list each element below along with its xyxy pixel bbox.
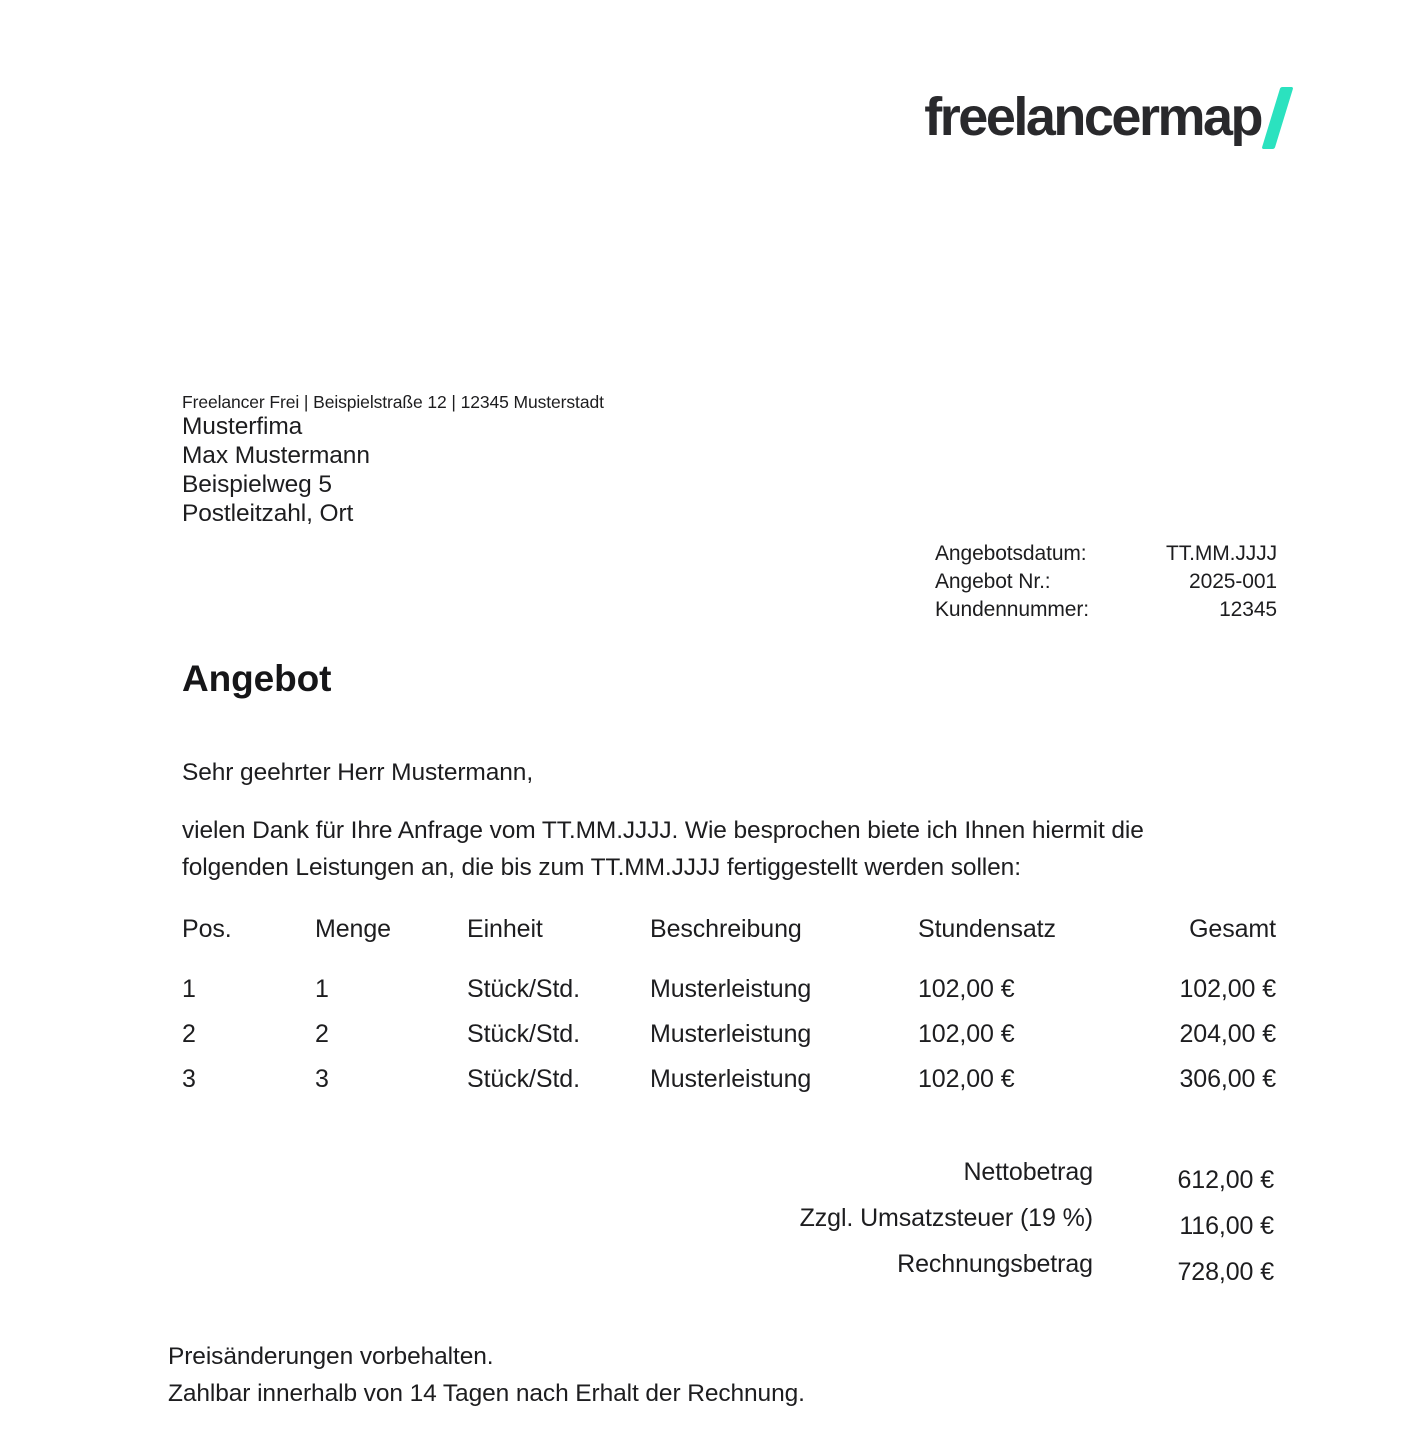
page-title: Angebot [182, 658, 332, 699]
cell-gesamt: 204,00 € [1179, 1020, 1276, 1048]
intro-paragraph [182, 813, 1144, 886]
intro-line-2: folgenden Leistungen an, die bis zum TT.MM.JJJJ fertiggestellt werden sollen: [182, 853, 1021, 881]
header-stundensatz: Stundensatz [918, 915, 1056, 943]
cell-einheit: Stück/Std. [467, 1020, 580, 1048]
invoice-amount-value: 728,00 € [1177, 1258, 1274, 1286]
recipient-city: Postleitzahl, Ort [182, 500, 354, 527]
cell-beschreibung: Musterleistung [650, 975, 812, 1003]
sender-address-line: Freelancer Frei | Beispielstraße 12 | 12345 Musterstadt [182, 392, 604, 412]
footer-note-price-changes: Preisänderungen vorbehalten. [168, 1343, 494, 1370]
meta-label-number: Angebot Nr.: [935, 570, 1051, 593]
meta-value-date: TT.MM.JJJJ [1166, 542, 1277, 565]
meta-row-date [935, 540, 1277, 568]
invoice-amount-label: Rechnungsbetrag [897, 1250, 1093, 1278]
cell-pos: 3 [182, 1065, 196, 1093]
header-pos: Pos. [182, 915, 232, 943]
cell-menge: 3 [315, 1065, 329, 1093]
items-table [182, 916, 1276, 1102]
table-row [182, 1012, 1276, 1057]
cell-beschreibung: Musterleistung [650, 1020, 812, 1048]
cell-menge: 1 [315, 975, 329, 1003]
cell-stundensatz: 102,00 € [918, 1020, 1015, 1048]
header-gesamt: Gesamt [1189, 915, 1276, 943]
cell-stundensatz: 102,00 € [918, 1065, 1015, 1093]
totals-row-net [650, 1149, 1274, 1195]
items-table-header [182, 916, 1276, 942]
net-amount-value: 612,00 € [1177, 1166, 1274, 1194]
cell-menge: 2 [315, 1020, 329, 1048]
greeting-line: Sehr geehrter Herr Mustermann, [182, 759, 534, 786]
logo-slash-icon [1262, 87, 1294, 149]
meta-row-number [935, 568, 1277, 596]
quote-meta-block [935, 540, 1277, 624]
footer-note-payment-terms: Zahlbar innerhalb von 14 Tagen nach Erhalt der Rechnung. [168, 1380, 805, 1407]
intro-line-1: vielen Dank für Ihre Anfrage vom TT.MM.JJJJ. Wie besprochen biete ich Ihnen hiermit die [182, 817, 1144, 844]
header-einheit: Einheit [467, 915, 543, 943]
table-row [182, 967, 1276, 1012]
cell-pos: 2 [182, 1020, 196, 1048]
totals-row-vat [650, 1195, 1274, 1241]
table-row [182, 1057, 1276, 1102]
cell-einheit: Stück/Std. [467, 1065, 580, 1093]
meta-label-date: Angebotsdatum: [935, 542, 1087, 565]
footer-notes [168, 1338, 805, 1412]
freelancermap-logo [924, 87, 1284, 149]
cell-stundensatz: 102,00 € [918, 975, 1015, 1003]
logo-wordmark: freelancermap [924, 87, 1261, 147]
totals-row-gross [650, 1241, 1274, 1287]
header-menge: Menge [315, 915, 391, 943]
recipient-company: Musterfima [182, 413, 303, 440]
meta-row-customer [935, 596, 1277, 624]
recipient-address-block [182, 412, 370, 528]
cell-beschreibung: Musterleistung [650, 1065, 812, 1093]
header-beschreibung: Beschreibung [650, 915, 802, 943]
net-amount-label: Nettobetrag [963, 1158, 1093, 1186]
meta-value-number: 2025-001 [1189, 570, 1277, 593]
meta-value-customer: 12345 [1219, 598, 1277, 621]
vat-value: 116,00 € [1179, 1212, 1274, 1240]
cell-einheit: Stück/Std. [467, 975, 580, 1003]
totals-block [650, 1149, 1274, 1287]
cell-pos: 1 [182, 975, 196, 1003]
cell-gesamt: 102,00 € [1179, 975, 1276, 1003]
meta-label-customer: Kundennummer: [935, 598, 1089, 621]
vat-label: Zzgl. Umsatzsteuer (19 %) [799, 1204, 1093, 1232]
recipient-name: Max Mustermann [182, 442, 370, 469]
cell-gesamt: 306,00 € [1179, 1065, 1276, 1093]
recipient-street: Beispielweg 5 [182, 471, 332, 498]
